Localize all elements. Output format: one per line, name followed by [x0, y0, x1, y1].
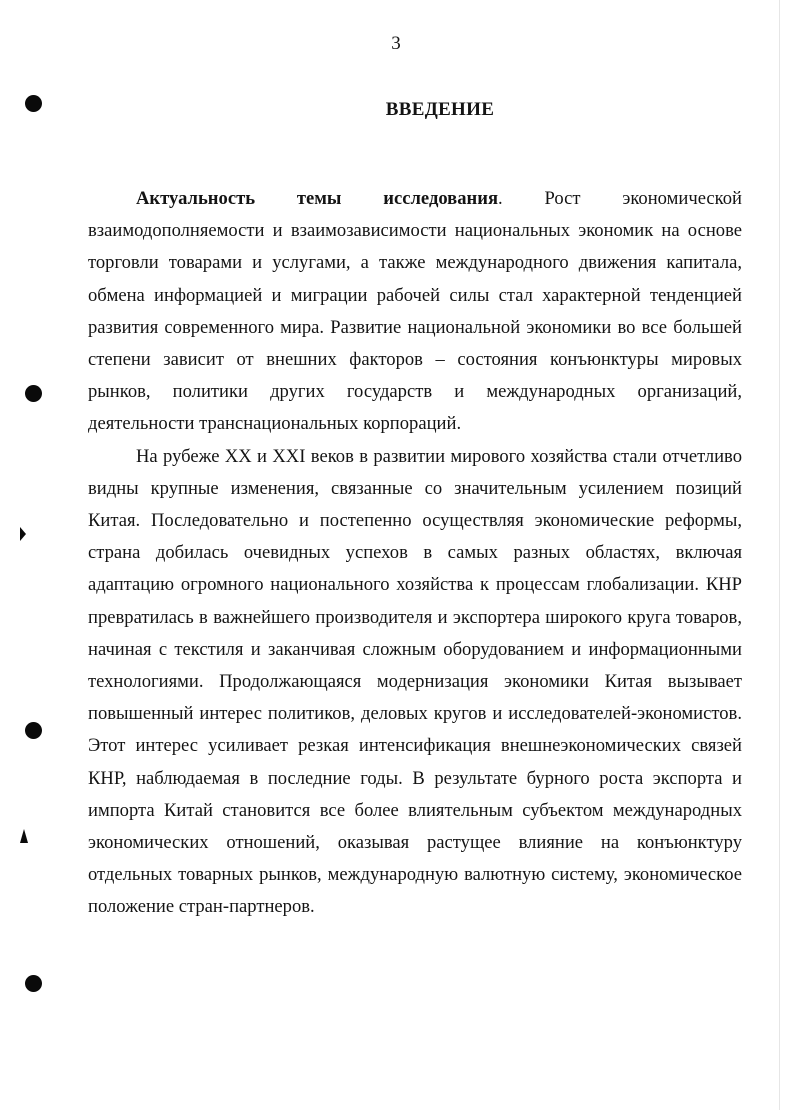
page-edge-line [779, 0, 780, 1110]
paragraph-china [88, 441, 742, 924]
body-text [88, 183, 742, 924]
punch-hole-icon [25, 95, 42, 112]
paragraph-lead: Актуальность темы исследования [136, 188, 499, 209]
punch-hole-icon [25, 722, 42, 739]
paragraph-text: На рубеже XX и XXI веков в развитии мирового хозяйства стали отчетливо видны крупные изменения, связанные со значительным усилением позиций Китая. Последовательно и постепенно осуществляя экономические реформы, страна добилась очевидных успехов в самых разных областях, включая адаптацию огромного национального хозяйства к процессам глобализации. КНР превратилась в важнейшего производителя и экспортера широкого круга товаров, начиная с текстиля и заканчивая сложным оборудованием и информационными технологиями. Продолжающаяся модернизация экономики Китая вызывает повышенный интерес политиков, деловых кругов и исследователей-экономистов. Этот интерес усиливает резкая интенсификация внешнеэкономических связей КНР, наблюдаемая в последние годы. В результате бурного роста экспорта и импорта Китай становится все более влиятельным субъектом международных экономических отношений, оказывая растущее влияние на конъюнктуру отдельных товарных рынков, международную валютную систему, экономическое положение стран-партнеров. [88, 445, 742, 918]
section-heading: ВВЕДЕНИЕ [385, 99, 495, 120]
scan-mark-icon [20, 527, 26, 541]
paragraph-relevance [88, 183, 742, 441]
scan-mark-icon [20, 829, 28, 843]
punch-hole-icon [25, 385, 42, 402]
page-number: 3 [391, 33, 401, 54]
punch-hole-icon [25, 975, 42, 992]
paragraph-text: Рост экономической взаимодополняемости и взаимозависимости национальных экономик на основе торговли товарами и услугами, а также международного движения капитала, обмена информацией и миграции рабочей силы стал характерной тенденцией развития современного мира. Развитие национальной экономики во все большей степени зависит от внешних факторов – состояния конъюнктуры мировых рынков, политики других государств и международных организаций, деятельности транснациональных корпораций. [88, 188, 743, 435]
paragraph-lead-punct: . [498, 188, 503, 209]
